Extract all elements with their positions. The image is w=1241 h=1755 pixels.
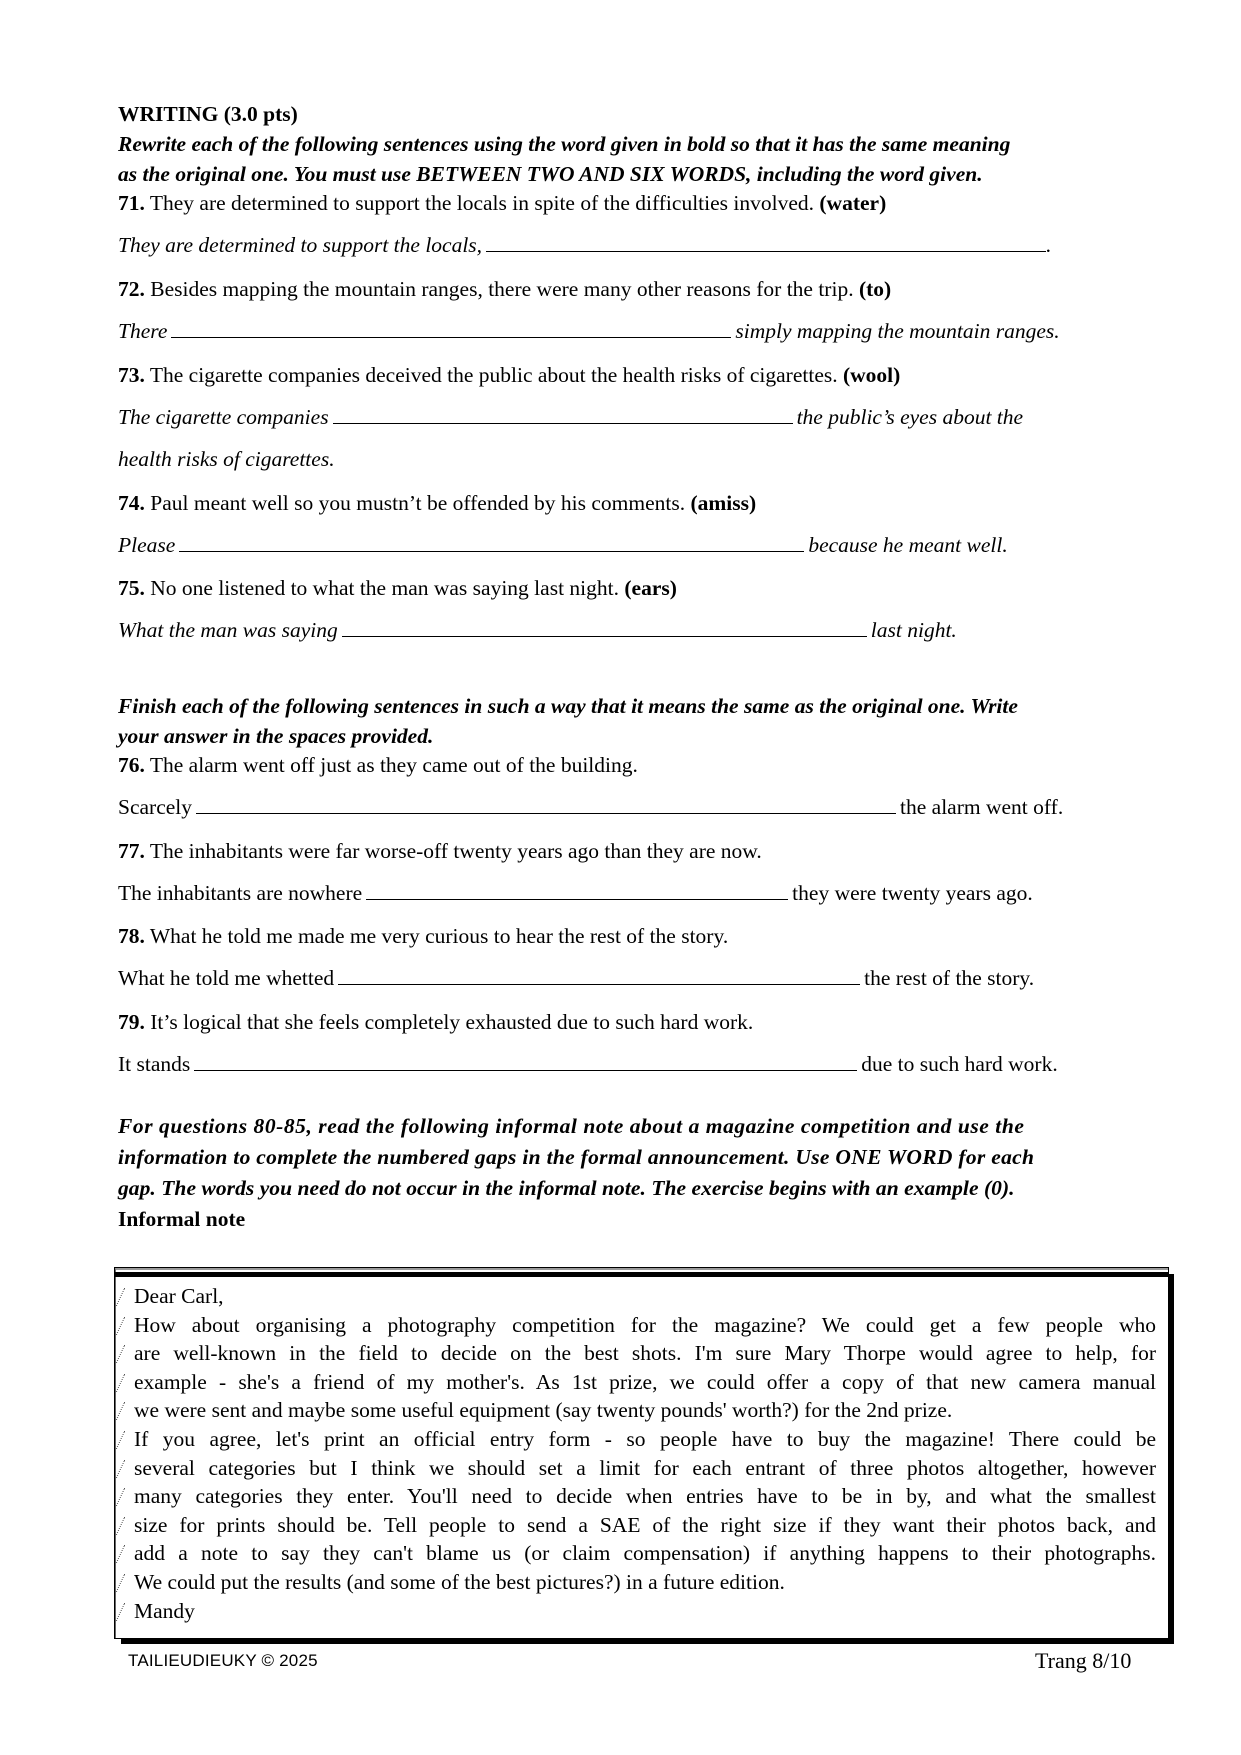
- finish-instruction-line-1: Finish each of the following sentences in such a way that it means the same as the original one. Write: [118, 694, 1018, 718]
- answer-74: [118, 531, 1008, 559]
- answer-blank-71[interactable]: [486, 231, 1046, 252]
- answer-76: [118, 793, 1063, 821]
- prompt-before: The inhabitants are nowhere: [118, 881, 363, 905]
- answer-blank-77[interactable]: [366, 879, 788, 900]
- finish-instruction-line-2: your answer in the spaces provided.: [118, 724, 434, 748]
- note-line: How about organising a photography competition for the magazine? We could get a few people who: [120, 1311, 1156, 1340]
- question-sentence: It’s logical that she feels completely exhausted due to such hard work.: [150, 1010, 754, 1034]
- prompt-after: due to such hard work.: [861, 1052, 1058, 1076]
- note-instruction-line-3: gap. The words you need do not occur in the informal note. The exercise begins with an example (0).: [118, 1176, 1015, 1200]
- question-number: 76.: [118, 753, 145, 777]
- question-keyword: (wool): [842, 363, 901, 387]
- note-instruction-line-2: information to complete the numbered gaps in the formal announcement. Use ONE WORD for each: [118, 1145, 1035, 1169]
- question-keyword: (water): [819, 191, 887, 215]
- question-76: [118, 751, 638, 779]
- question-sentence: They are determined to support the locals in spite of the difficulties involved.: [149, 191, 815, 215]
- prompt-after: they were twenty years ago.: [792, 881, 1033, 905]
- note-line: Dear Carl,: [120, 1282, 1156, 1311]
- answer-72: [118, 317, 1060, 345]
- prompt-before: There: [118, 319, 168, 343]
- note-line: several categories but I think we should set a limit for each entrant of three photos altogether, however: [120, 1454, 1156, 1483]
- question-number: 77.: [118, 839, 145, 863]
- note-line: many categories they enter. You'll need to decide when entries have to be in by, and what the smallest: [120, 1482, 1156, 1511]
- question-number: 73.: [118, 363, 145, 387]
- prompt-after: .: [1046, 233, 1052, 257]
- informal-note-heading: Informal note: [118, 1207, 246, 1231]
- note-line: We could put the results (and some of the best pictures?) in a future edition.: [120, 1568, 1156, 1597]
- question-sentence: The cigarette companies deceived the public about the health risks of cigarettes.: [149, 363, 838, 387]
- question-sentence: The inhabitants were far worse-off twenty years ago than they are now.: [149, 839, 762, 863]
- question-77: [118, 837, 762, 865]
- rewrite-instruction-line-1: Rewrite each of the following sentences using the word given in bold so that it has the same meaning: [118, 132, 1011, 156]
- question-74: [118, 489, 756, 517]
- answer-blank-78[interactable]: [338, 964, 860, 985]
- question-78: [118, 922, 728, 950]
- question-79: [118, 1008, 753, 1036]
- prompt-after: last night.: [870, 618, 957, 642]
- note-line: add a note to say they can't blame us (or claim compensation) if anything happens to their photographs.: [120, 1539, 1156, 1568]
- rewrite-instruction-line-2: as the original one. You must use BETWEEN TWO AND SIX WORDS, including the word given.: [118, 162, 983, 186]
- answer-blank-79[interactable]: [194, 1050, 857, 1071]
- prompt-after: the public’s eyes about the: [796, 405, 1024, 429]
- question-number: 72.: [118, 277, 145, 301]
- answer-blank-74[interactable]: [179, 531, 804, 552]
- question-sentence: The alarm went off just as they came out of the building.: [149, 753, 638, 777]
- question-keyword: (ears): [624, 576, 677, 600]
- answer-blank-72[interactable]: [171, 317, 731, 338]
- section-title: WRITING (3.0 pts): [118, 102, 298, 126]
- answer-73-continuation: health risks of cigarettes.: [118, 447, 335, 471]
- answer-blank-73[interactable]: [333, 403, 793, 424]
- prompt-after: simply mapping the mountain ranges.: [735, 319, 1060, 343]
- informal-note-box: [115, 1268, 1168, 1638]
- note-line: Mandy: [120, 1597, 1156, 1626]
- informal-note-text: [120, 1282, 1156, 1625]
- prompt-before: What the man was saying: [118, 618, 338, 642]
- note-instruction-line-1: For questions 80-85, read the following informal note about a magazine competition and use the: [118, 1114, 1025, 1138]
- note-line: size for prints should be. Tell people to send a SAE of the right size if they want their photos back, and: [120, 1511, 1156, 1540]
- question-73: [118, 361, 900, 389]
- prompt-after: the rest of the story.: [864, 966, 1035, 990]
- note-line: example - she's a friend of my mother's. As 1st prize, we could offer a copy of that new camera manual: [120, 1368, 1156, 1397]
- prompt-after: because he meant well.: [808, 533, 1008, 557]
- question-number: 79.: [118, 1010, 145, 1034]
- prompt-before: The cigarette companies: [118, 405, 329, 429]
- prompt-before: They are determined to support the locals,: [118, 233, 483, 257]
- answer-75: [118, 616, 957, 644]
- prompt-before: It stands: [118, 1052, 191, 1076]
- note-line: If you agree, let's print an official entry form - so people have to buy the magazine! There could be: [120, 1425, 1156, 1454]
- answer-73: [118, 403, 1023, 431]
- question-sentence: Besides mapping the mountain ranges, there were many other reasons for the trip.: [150, 277, 854, 301]
- answer-71: [118, 231, 1051, 259]
- answer-blank-75[interactable]: [342, 616, 867, 637]
- answer-77: [118, 879, 1033, 907]
- prompt-before: What he told me whetted: [118, 966, 335, 990]
- prompt-before: Scarcely: [118, 795, 193, 819]
- question-keyword: (amiss): [690, 491, 757, 515]
- question-sentence: No one listened to what the man was saying last night.: [150, 576, 619, 600]
- note-line: are well-known in the field to decide on the best shots. I'm sure Mary Thorpe would agree to help, for: [120, 1339, 1156, 1368]
- question-72: [118, 275, 891, 303]
- question-sentence: Paul meant well so you mustn’t be offended by his comments.: [150, 491, 686, 515]
- question-number: 71.: [118, 191, 145, 215]
- question-sentence: What he told me made me very curious to hear the rest of the story.: [149, 924, 729, 948]
- answer-78: [118, 964, 1034, 992]
- prompt-after: the alarm went off.: [900, 795, 1064, 819]
- prompt-before: Please: [118, 533, 176, 557]
- question-number: 74.: [118, 491, 145, 515]
- question-number: 75.: [118, 576, 145, 600]
- footer-copyright: TAILIEUDIEUKY © 2025: [128, 1651, 318, 1670]
- question-keyword: (to): [858, 277, 892, 301]
- question-71: [118, 189, 886, 217]
- answer-79: [118, 1050, 1058, 1078]
- note-line: we were sent and maybe some useful equipment (say twenty pounds' worth?) for the 2nd prize.: [120, 1396, 1156, 1425]
- footer-page-number: Trang 8/10: [1035, 1648, 1132, 1673]
- answer-blank-76[interactable]: [196, 793, 896, 814]
- question-75: [118, 574, 677, 602]
- question-number: 78.: [118, 924, 145, 948]
